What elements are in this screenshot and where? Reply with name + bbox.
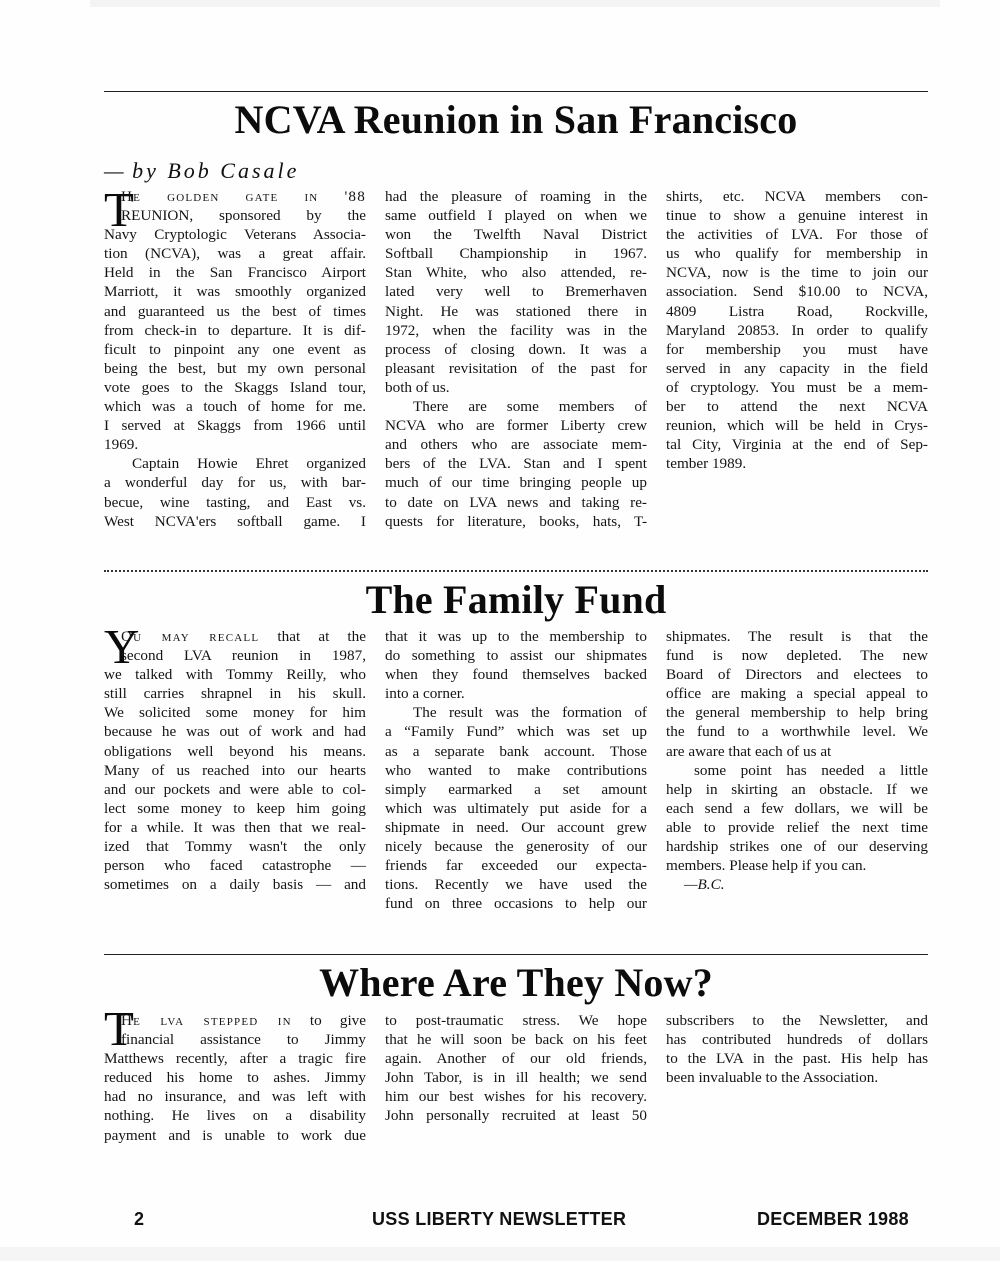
text-line: John personally recruited at least 50 [385,1107,647,1125]
text-line: again. Another of our old friends, [385,1050,647,1068]
text-line: to post-traumatic stress. We hope [385,1012,647,1029]
text-line: both of us. [385,378,450,396]
text-line: a wonderful day for us, with bar- [104,474,366,492]
text-line: tion (NCVA), was a great affair. [104,245,366,263]
text-line: obligations well beyond his means. [104,742,366,760]
text-line: payment and is unable to work due [104,1126,366,1144]
text-line: Board of Directors and electees to [666,666,928,684]
text-line: served in any capacity in the field [666,359,928,377]
text-line: a “Family Fund” which was set up [385,723,647,741]
text-line: from check-in to departure. It is dif- [104,321,366,339]
text-line: and our pockets and were able to col- [104,780,366,798]
text-line: reduced his home to ashes. Jimmy [104,1069,366,1087]
text-line: reunion, which will be held in Crys- [666,417,928,435]
text-line: to the LVA in the past. His help has [666,1050,928,1068]
article-title-family-fund: The Family Fund [365,577,667,622]
text-line: hardship strikes one of our deserving [666,838,928,856]
text-line: ficult to pinpoint any one event as [104,340,366,358]
section-divider-top [104,91,928,92]
text-line: Stan White, who also attended, re- [385,264,647,282]
text-line: the general membership to help bring [666,704,928,722]
text-line: The result was the formation of [413,704,647,722]
section-divider [104,954,928,955]
text-line: some point has needed a little [694,761,928,779]
text-line: lated very well to Bremerhaven [385,283,647,301]
text-line: do something to assist our shipmates [385,647,647,665]
text-line: simply earmarked a set amount [385,780,647,798]
text-line: Matthews recently, after a tragic fire [104,1050,366,1068]
text-line: REUNION, sponsored by the [121,207,366,225]
footer-publication-name: USS LIBERTY NEWSLETTER [372,1209,627,1229]
text-line: shirts, etc. NCVA members con- [666,188,928,205]
text-line: Maryland 20853. In order to qualify [666,321,928,339]
drop-cap-letter: Y [104,619,140,674]
text-line: lect some money to keep him going [104,799,366,817]
text-line: fund is now depleted. The new [666,647,928,665]
text-line: I served at Skaggs from 1966 until [104,417,366,435]
text-line: tember 1989. [666,455,747,473]
text-line: Ou may recall that at the [121,628,366,645]
lead-in-small-caps: He lva stepped in [121,1012,292,1029]
text-line: him our best wishes for his recovery. [385,1088,647,1106]
text-line: West NCVA'ers softball game. I [104,512,366,530]
text-line: There are some members of [413,398,647,416]
text-line: that he will soon be back on his feet [385,1031,647,1049]
drop-cap-letter: T [104,182,134,237]
footer-page-number: 2 [134,1209,145,1229]
text-line: sometimes on a daily basis — and [104,876,366,894]
text-line: We solicited some money for him [104,704,366,722]
scan-edge-top [90,0,940,7]
text-line: had no insurance, and was left with [104,1088,366,1106]
text-line: members. Please help if you can. [666,857,867,875]
byline-text: by Bob Casale [132,158,300,183]
text-line: help in skirting an obstacle. If we [666,780,928,798]
article3-column-1 [104,1011,366,1145]
text-line: person who faced catastrophe — [104,857,366,875]
scan-edge-bottom [0,1247,1000,1261]
text-line: Marriott, it was smoothly organized [104,283,366,301]
text-line: the fund to a worthwhile level. We [666,723,928,741]
text-line: into a corner. [385,685,465,703]
text-line: who wanted to make contributions [385,761,647,779]
text-line: tal City, Virginia at the end of Sep- [666,436,928,454]
text-line: friends far exceeded our expecta- [385,857,647,875]
text-line: being the best, but my own personal [104,359,366,377]
text-line: for a while. It was then that we real- [104,818,366,836]
author-signature: —B.C. [684,876,725,894]
text-line: shipmate in need. Our account grew [385,818,647,836]
text-line: NCVA who are former Liberty crew [385,417,647,435]
text-line: 1972, when the facility was in the [385,321,647,339]
drop-cap-letter: T [104,1001,134,1056]
article2-column-2 [385,627,647,913]
text-line: that it was up to the membership to [385,628,647,645]
text-line: and guaranteed us the best of times [104,302,366,320]
text-line: much of our time bringing people up [385,474,647,492]
text-line: still carries shrapnel in his skull. [104,685,366,703]
text-line: He lva stepped in to give [121,1012,366,1029]
text-line: the activities of LVA. For those of [666,226,928,244]
footer-issue-date: DECEMBER 1988 [757,1209,909,1229]
text-line: same outfield I played on when we [385,207,647,225]
text-line: Softball Championship in 1967. [385,245,647,263]
text-line: because he was out of work and had [104,723,366,741]
text-line: won the Twelfth Naval District [385,226,647,244]
text-line: subscribers to the Newsletter, and [666,1012,928,1029]
text-line: which was a touch of home for me. [104,398,366,416]
text-line: NCVA, now is the time to join our [666,264,928,282]
text-line: tions. Recently we have used the [385,876,647,894]
text-line: Many of us reached into our hearts [104,761,366,779]
text-line: able to provide relief the next time [666,818,928,836]
text-line: becue, wine tasting, and East vs. [104,493,366,511]
text-line [104,187,366,206]
text-line: nicely because the generosity of our [385,838,647,856]
text-line: shipmates. The result is that the [666,628,928,645]
text-line: nothing. He lives on a disability [104,1107,366,1125]
text-line: and others who are associate mem- [385,436,647,454]
text-line: John Tabor, is in ill health; we send [385,1069,647,1087]
text-line: association. Send $10.00 to NCVA, [666,283,928,301]
text-line: financial assistance to Jimmy [121,1031,366,1049]
byline-dash: — [104,158,124,183]
text-line: for membership you must have [666,340,928,358]
text-line: had the pleasure of roaming in the [385,188,647,205]
text-line: which was ultimately put aside for a [385,799,647,817]
text-line: vote goes to the Skaggs Island tour, [104,378,366,396]
text-line: office are making a special appeal to [666,685,928,703]
article1-column-2 [385,187,647,531]
text-line: quests for literature, books, hats, T- [385,512,647,530]
lead-in-small-caps: He golden gate in '88 [121,188,366,205]
article1-column-1 [104,182,366,531]
text-line: ized that Tommy wasn't the only [104,838,366,856]
text-line: are aware that each of us at [666,742,832,760]
text-line: has contributed hundreds of dollars [666,1031,928,1049]
text-line: process of closing down. It was a [385,340,647,358]
article3-column-3 [666,1011,928,1087]
text-line: each send a few dollars, we will be [666,799,928,817]
text-line: to date on LVA news and taking re- [385,493,647,511]
text-line: 1969. [104,436,139,454]
text-line: bers of the LVA. Stan and I spent [385,455,647,473]
text-line: we talked with Tommy Reilly, who [104,666,366,684]
text-line: second LVA reunion in 1987, [121,647,366,665]
text-line: of cryptology. You must be a mem- [666,378,928,396]
text-line: fund on three occasions to help our [385,895,647,913]
text-line: Night. He was stationed there in [385,302,647,320]
article2-column-3 [666,627,928,894]
text-line: when they found themselves backed [385,666,647,684]
article1-column-3 [666,187,928,473]
article-byline [104,158,299,184]
article-title-ncva-reunion: NCVA Reunion in San Francisco [234,97,798,142]
text-line: us who qualify for membership in [666,245,928,263]
text-line: as a separate bank account. Those [385,742,647,760]
text-line: been invaluable to the Association. [666,1069,879,1087]
text-line: Held in the San Francisco Airport [104,264,366,282]
text-line: Captain Howie Ehret organized [132,455,366,473]
text-line: tinue to show a genuine interest in [666,207,928,225]
article-title-where-are-they-now: Where Are They Now? [319,960,713,1005]
article2-column-1 [104,619,366,894]
section-divider [104,570,928,572]
text-line: ber to attend the next NCVA [666,398,928,416]
article3-column-2 [385,1011,647,1126]
text-line: Navy Cryptologic Veterans Associa- [104,226,366,244]
text-line: 4809 Listra Road, Rockville, [666,302,928,320]
text-line: pleasant revisitation of the past for [385,359,647,377]
lead-in-small-caps: Ou may recall [121,628,260,645]
